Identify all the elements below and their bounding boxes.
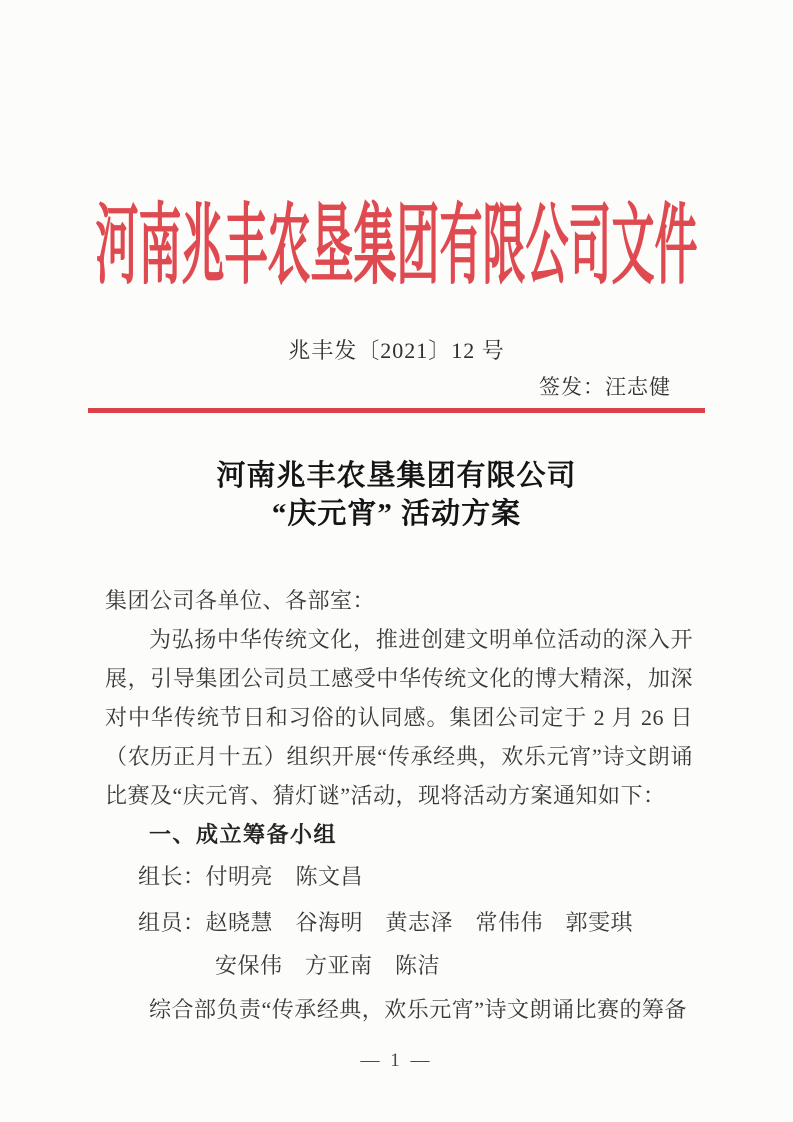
page-number: — 1 — <box>360 1050 433 1071</box>
salutation: 集团公司各单位、各部室： <box>105 588 376 613</box>
group-leaders-line: 组长：付明亮 陈文昌 <box>138 864 364 889</box>
group-members-line-2: 安保伟 方亚南 陈洁 <box>215 953 441 978</box>
signer-line: 签发：汪志健 <box>539 375 671 399</box>
red-divider-line <box>88 408 705 413</box>
body-paragraph-2: 综合部负责“传承经典，欢乐元宵”诗文朗诵比赛的筹备 <box>149 997 688 1022</box>
document-title-line1: 河南兆丰农垦集团有限公司 <box>216 460 577 492</box>
letterhead-org-title: 河南兆丰农垦集团有限公司文件 <box>95 199 698 296</box>
document-number: 兆丰发〔2021〕12 号 <box>288 338 505 363</box>
body-paragraph-1: 为弘扬中华传统文化，推进创建文明单位活动的深入开展，引导集团公司员工感受中华传统文化的博大精深，加深对中华传统节日和习俗的认同感。集团公司定于 2 月 26 日（农历正月十五）组织开展“传承经典，欢乐元宵”诗文朗诵比赛及“庆元宵、猜灯谜”活动，现将活动方案通知如下： <box>105 627 693 808</box>
document-title <box>0 457 793 533</box>
document-title-line2: “庆元宵” 活动方案 <box>271 498 522 530</box>
letterhead <box>0 190 793 296</box>
document-body <box>105 581 693 1029</box>
section-1-heading: 一、成立筹备小组 <box>149 822 338 847</box>
group-members-line-1: 组员：赵晓慧 谷海明 黄志泽 常伟伟 郭雯琪 <box>138 910 634 935</box>
